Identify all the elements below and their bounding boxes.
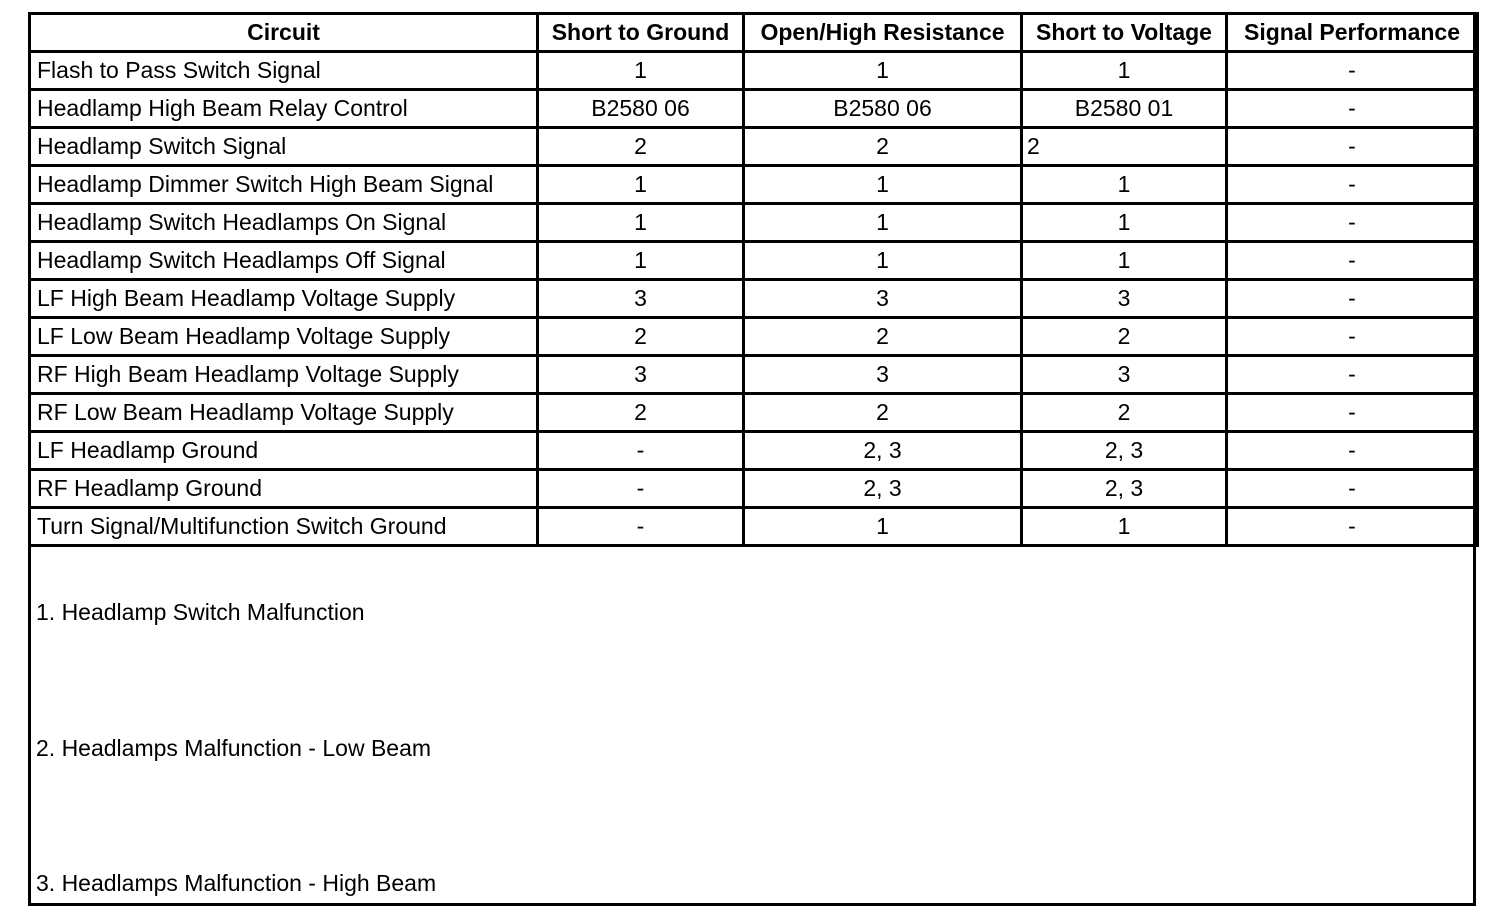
cell-short-to-voltage: 2, 3 (1022, 470, 1227, 508)
cell-open-high-resistance: 2 (744, 128, 1022, 166)
cell-circuit: Headlamp Switch Headlamps On Signal (30, 204, 538, 242)
cell-open-high-resistance: 3 (744, 356, 1022, 394)
header-open-high-resistance: Open/High Resistance (744, 14, 1022, 52)
cell-circuit: Headlamp Switch Signal (30, 128, 538, 166)
cell-signal-performance: - (1227, 128, 1478, 166)
cell-signal-performance: - (1227, 280, 1478, 318)
table-row (30, 52, 1478, 90)
header-short-to-ground: Short to Ground (538, 14, 744, 52)
cell-short-to-voltage: 1 (1022, 508, 1227, 546)
cell-signal-performance: - (1227, 52, 1478, 90)
cell-short-to-voltage: 2 (1022, 394, 1227, 432)
header-row (30, 14, 1478, 52)
cell-circuit: Turn Signal/Multifunction Switch Ground (30, 508, 538, 546)
table-row (30, 432, 1478, 470)
cell-open-high-resistance: 1 (744, 52, 1022, 90)
cell-short-to-voltage: 2, 3 (1022, 432, 1227, 470)
cell-short-to-voltage: 3 (1022, 356, 1227, 394)
footnote-1: 1. Headlamp Switch Malfunction (36, 599, 365, 625)
cell-open-high-resistance: B2580 06 (744, 90, 1022, 128)
cell-short-to-voltage: 1 (1022, 52, 1227, 90)
cell-circuit: LF Low Beam Headlamp Voltage Supply (30, 318, 538, 356)
circuit-diagnostic-table (28, 12, 1479, 547)
cell-circuit: LF High Beam Headlamp Voltage Supply (30, 280, 538, 318)
header-short-to-voltage: Short to Voltage (1022, 14, 1227, 52)
table-row (30, 508, 1478, 546)
table-row (30, 280, 1478, 318)
cell-open-high-resistance: 1 (744, 204, 1022, 242)
table-row (30, 90, 1478, 128)
cell-signal-performance: - (1227, 394, 1478, 432)
table-row (30, 318, 1478, 356)
cell-open-high-resistance: 1 (744, 508, 1022, 546)
cell-short-to-voltage: B2580 01 (1022, 90, 1227, 128)
cell-circuit: Headlamp Dimmer Switch High Beam Signal (30, 166, 538, 204)
cell-signal-performance: - (1227, 204, 1478, 242)
table-row (30, 242, 1478, 280)
cell-short-to-ground: B2580 06 (538, 90, 744, 128)
table-row (30, 356, 1478, 394)
cell-short-to-voltage: 2 (1022, 318, 1227, 356)
table-row (30, 470, 1478, 508)
cell-short-to-ground: 3 (538, 280, 744, 318)
header-circuit: Circuit (30, 14, 538, 52)
cell-signal-performance: - (1227, 508, 1478, 546)
cell-short-to-ground: 1 (538, 166, 744, 204)
cell-short-to-ground: 2 (538, 128, 744, 166)
cell-signal-performance: - (1227, 242, 1478, 280)
cell-signal-performance: - (1227, 318, 1478, 356)
cell-short-to-voltage: 3 (1022, 280, 1227, 318)
cell-circuit: Headlamp Switch Headlamps Off Signal (30, 242, 538, 280)
cell-short-to-ground: 3 (538, 356, 744, 394)
cell-open-high-resistance: 1 (744, 242, 1022, 280)
table-row (30, 166, 1478, 204)
cell-short-to-ground: - (538, 508, 744, 546)
cell-open-high-resistance: 2 (744, 318, 1022, 356)
header-signal-performance: Signal Performance (1227, 14, 1478, 52)
cell-circuit: RF High Beam Headlamp Voltage Supply (30, 356, 538, 394)
table-row (30, 204, 1478, 242)
cell-signal-performance: - (1227, 90, 1478, 128)
footnote-2: 2. Headlamps Malfunction - Low Beam (36, 735, 432, 761)
cell-signal-performance: - (1227, 166, 1478, 204)
cell-short-to-voltage: 1 (1022, 166, 1227, 204)
cell-circuit: RF Headlamp Ground (30, 470, 538, 508)
table-row (30, 394, 1478, 432)
cell-circuit: LF Headlamp Ground (30, 432, 538, 470)
cell-short-to-ground: 1 (538, 52, 744, 90)
cell-open-high-resistance: 2, 3 (744, 470, 1022, 508)
cell-open-high-resistance: 2 (744, 394, 1022, 432)
cell-open-high-resistance: 1 (744, 166, 1022, 204)
cell-short-to-voltage: 1 (1022, 242, 1227, 280)
cell-signal-performance: - (1227, 356, 1478, 394)
table-row (30, 128, 1478, 166)
cell-circuit: Headlamp High Beam Relay Control (30, 90, 538, 128)
cell-short-to-ground: 1 (538, 204, 744, 242)
cell-circuit: RF Low Beam Headlamp Voltage Supply (30, 394, 538, 432)
cell-short-to-voltage: 2 (1022, 128, 1227, 166)
cell-short-to-ground: - (538, 432, 744, 470)
cell-open-high-resistance: 2, 3 (744, 432, 1022, 470)
cell-short-to-ground: 1 (538, 242, 744, 280)
footnote-3: 3. Headlamps Malfunction - High Beam (36, 870, 437, 896)
cell-signal-performance: - (1227, 432, 1478, 470)
cell-short-to-ground: - (538, 470, 744, 508)
cell-short-to-ground: 2 (538, 318, 744, 356)
cell-circuit: Flash to Pass Switch Signal (30, 52, 538, 90)
cell-short-to-ground: 2 (538, 394, 744, 432)
cell-signal-performance: - (1227, 470, 1478, 508)
cell-open-high-resistance: 3 (744, 280, 1022, 318)
cell-short-to-voltage: 1 (1022, 204, 1227, 242)
